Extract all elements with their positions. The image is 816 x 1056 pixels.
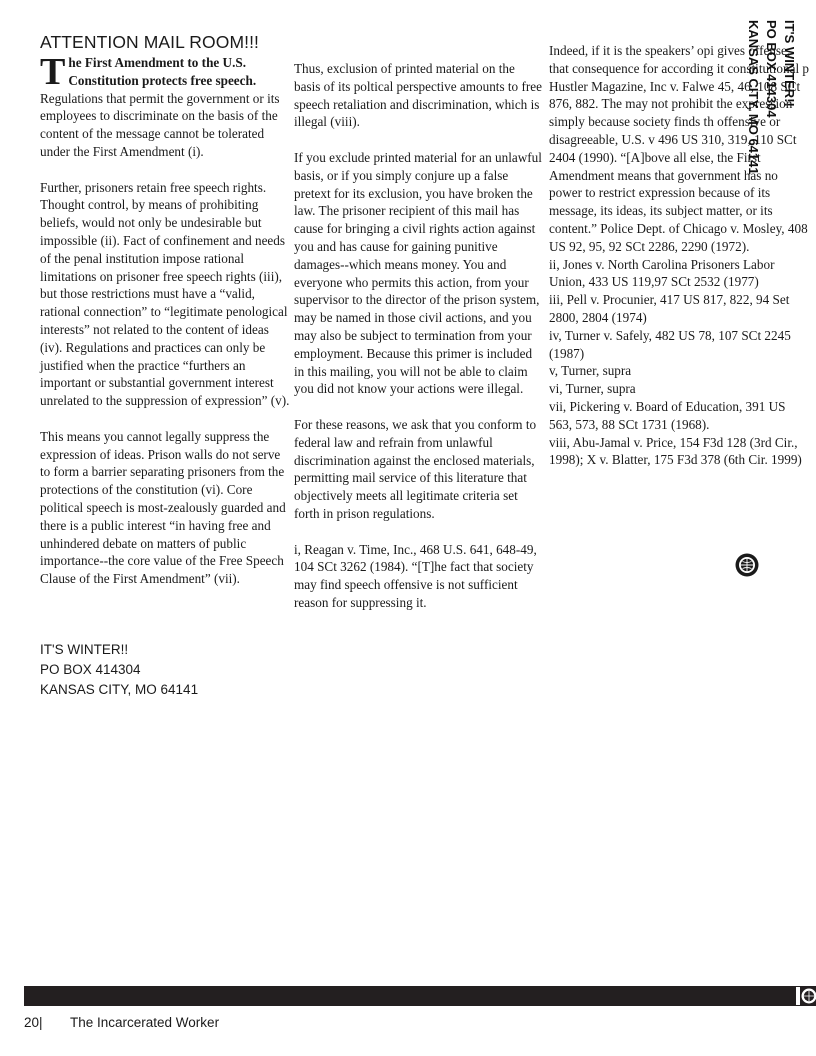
vertical-address-line-2: PO BOX 414304 <box>764 20 779 118</box>
globe-emblem-icon <box>735 553 759 577</box>
reference-item: viii, Abu-Jamal v. Price, 154 F3d 128 (3rd Cir., 1998); X v. Blatter, 175 F3d 378 (6th Cir. 1999) <box>549 434 802 468</box>
lead-paragraph <box>40 54 290 90</box>
reference-item: ii, Jones v. North Carolina Prisoners Labor Union, 433 US 119,97 SCt 2532 (1977) <box>549 256 775 290</box>
body-paragraph: For these reasons, we ask that you conform to federal law and refrain from unlawful discrimination against the enclosed materials, permitting mail service of this literature that objectively meets all legitimate criteria set forth in prison regulations. <box>294 416 537 521</box>
reference-item: iii, Pell v. Procunier, 417 US 817, 822, 94 Set 2800, 2804 (1974) <box>549 292 790 325</box>
vertical-address-label <box>728 20 798 190</box>
body-paragraph: Thus, exclusion of printed material on the basis of its poltical perspective amounts to free speech retaliation and discrimination, which is illegal (viii). <box>294 61 542 130</box>
body-paragraph: Further, prisoners retain free speech rights. Thought control, by means of prohibiting beliefs, would not only be undesirable but impossible (ii). Fact of confinement and needs of the penal institution impose rational limitations on prisoner free speech rights (iii), but those restrictions must have a “valid, rational connection” to “legitimate penological interests” not related to the content of ideas (iv). Regulations and practices can only be justified when the practice “furthers an important or substantial government interest unrelated to the suppression of expression” (v). <box>40 179 290 409</box>
lead-text <box>40 54 290 90</box>
page-number: 20| <box>24 1015 43 1030</box>
body-paragraph: Regulations that permit the government or its employees to discriminate on the basis of the content of the message cannot be tolerated under the First Amendment (i). <box>40 90 280 159</box>
vertical-address-line-3: KANSAS CITY, MO 64141 <box>746 20 761 175</box>
footer-bar <box>24 986 816 1006</box>
vertical-address-text <box>744 20 798 175</box>
vertical-address-line-1: IT'S WINTER!! <box>782 20 797 107</box>
page-heading: ATTENTION MAIL ROOM!!! <box>40 32 260 52</box>
reference-item: v, Turner, supra <box>549 363 632 379</box>
mailing-address <box>40 640 198 700</box>
footnote-continuation: Indeed, if it is the speakers’ opi gives offense, that consequence for according it constitutional p Hustler Magazine, Inc v. Falwe 45, 46, 108 SCt 876, 882. The may not prohibit the expression simply because society finds th offensive or disagreeable, U.S. v 496 US 310, 319, 110 SCt 2404 (1990). “[A]bove all else, the First Amendment means that government has no power to restrict expression because of its message, its ideas, its subject matter, or its content.” Police Dept. of Chicago v. Mosley, 408 US 92, 95, 92 SCt 2286, 2290 (1972). <box>549 43 810 254</box>
column-2 <box>294 60 544 630</box>
address-line-3: KANSAS CITY, MO 64141 <box>40 682 199 697</box>
column-1 <box>40 32 290 606</box>
lead-line-2: Constitution protects free speech. <box>68 72 257 88</box>
footer-emblem-icon <box>796 987 816 1005</box>
drop-cap: T <box>40 54 66 90</box>
body-paragraph: If you exclude printed material for an unlawful basis, or if you simply conjure up a false pretext for its exclusion, you have broken the law. The prisoner recipient of this mail has cause for bringing a civil rights action against you and has cause for gaining punitive damages--which means money. You and everyone who permits this action, from your supervisor to the director of the prison system, may be named in those civil actions, and you may also be subject to termination from your employment. Because this primer is included in this mailing, you will not be able to claim you did not know your actions were illegal. <box>294 149 542 397</box>
footer-text <box>24 1015 219 1030</box>
address-line-2: PO BOX 414304 <box>40 662 141 677</box>
publication-name: The Incarcerated Worker <box>70 1015 220 1030</box>
reference-item: vi, Turner, supra <box>549 381 636 397</box>
body-paragraph: This means you cannot legally suppress the expression of ideas. Prison walls do not serve to form a barrier separating prisoners from the protections of the constitution (vi). Core political speech is most-zealously guarded and there is a public interest “in having free and unhindered debate on matters of public importance--the core value of the Free Speech Clause of the First Amendment” (vii). <box>40 428 286 587</box>
reference-list <box>549 256 809 470</box>
reference-item: iv, Turner v. Safely, 482 US 78, 107 SCt 2245 (1987) <box>549 327 791 361</box>
lead-line-1: he First Amendment to the U.S. <box>68 55 247 70</box>
reference-item: vii, Pickering v. Board of Education, 391 US 563, 573, 88 SCt 1731 (1968). <box>549 398 786 432</box>
footnote-paragraph: i, Reagan v. Time, Inc., 468 U.S. 641, 648-49, 104 SCt 3262 (1984). “[T]he fact that society may find speech offensive is not sufficient reason for suppressing it. <box>294 541 537 610</box>
address-line-1: IT'S WINTER!! <box>40 642 129 657</box>
